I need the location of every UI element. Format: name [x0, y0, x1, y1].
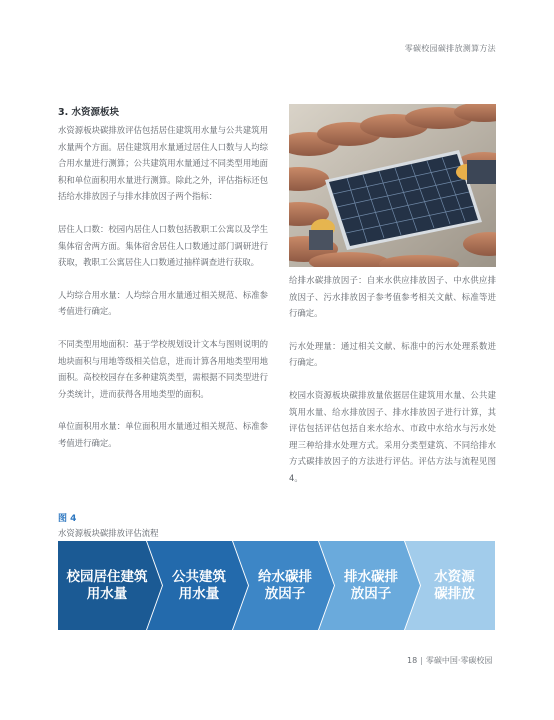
- flow-step-1-label: 校园居住建筑 用水量: [66, 568, 148, 602]
- running-header: 零碳校园碳排放测算方法: [404, 44, 496, 53]
- solar-panel-illustration: [289, 104, 496, 267]
- page-footer: [407, 655, 492, 666]
- right-column: [289, 272, 496, 503]
- paragraph-calculation-method: 校园水资源板块碳排放量依据居住建筑用水量、公共建筑用水量、给水排放因子、排水排放因子进行计算，其评估包括评估包括自来水给水、市政中水给水与污水处理三种给排水处理方式。采用分类型建筑、不同给排水方式碳排放因子的方法进行评估。评估方法与流程见图 4。: [289, 389, 496, 483]
- paragraph-land-area: 不同类型用地面积：基于学校规划设计文本与图则说明的地块面积与用地等级相关信息，进而计算各用地类型用地面积。高校校园存在多种建筑类型，需根据不同类型进行分类统计，进而获得各用地类型的面积。: [58, 338, 268, 399]
- publication-name: 零碳中国·零碳校园: [425, 656, 493, 665]
- paragraph-sewage-treatment: 污水处理量：通过相关文献、标准中的污水处理系数进行确定。: [289, 340, 496, 368]
- paragraph-emission-factors: 给排水碳排放因子：自来水供应排放因子、中水供应排放因子、污水排放因子参考值参考相关文献、标准等进行确定。: [289, 275, 496, 319]
- left-column: [58, 104, 268, 468]
- figure-caption: 水资源板块碳排放评估流程: [58, 528, 159, 538]
- section-title: 3. 水资源板块: [58, 107, 120, 118]
- paragraph-resident-population: 居住人口数：校园内居住人口数包括教职工公寓以及学生集体宿舍两方面。集体宿舍居住人口数通过部门调研进行获取，教职工公寓居住人口数通过抽样调查进行获取。: [58, 223, 268, 268]
- page-number: 18: [407, 656, 418, 665]
- flow-step-4-label: 排水碳排 放因子: [344, 568, 398, 602]
- figure-label: 图 4: [58, 514, 77, 524]
- flow-step-5-label: 水资源 碳排放: [434, 568, 475, 602]
- paragraph-intro: 水资源板块碳排放评估包括居住建筑用水量与公共建筑用水量两个方面。居住建筑用水量通过居住人口数与人均综合用水量进行测算；公共建筑用水量通过不同类型用地面积和单位面积用水量进行测算。除此之外，评估指标还包括给水排放因子与排水排放因子两个指标：: [58, 125, 268, 202]
- footer-separator: |: [420, 656, 423, 665]
- paragraph-per-capita-water: 人均综合用水量：人均综合用水量通过相关规范、标准参考值进行确定。: [58, 289, 268, 317]
- process-flow: [58, 541, 495, 630]
- flow-step-2-label: 公共建筑 用水量: [172, 568, 226, 602]
- solar-panel-photo: [289, 104, 496, 267]
- paragraph-unit-area-water: 单位面积用水量：单位面积用水量通过相关规范、标准参考值进行确定。: [58, 421, 268, 448]
- flow-step-3-label: 给水碳排 放因子: [258, 568, 312, 602]
